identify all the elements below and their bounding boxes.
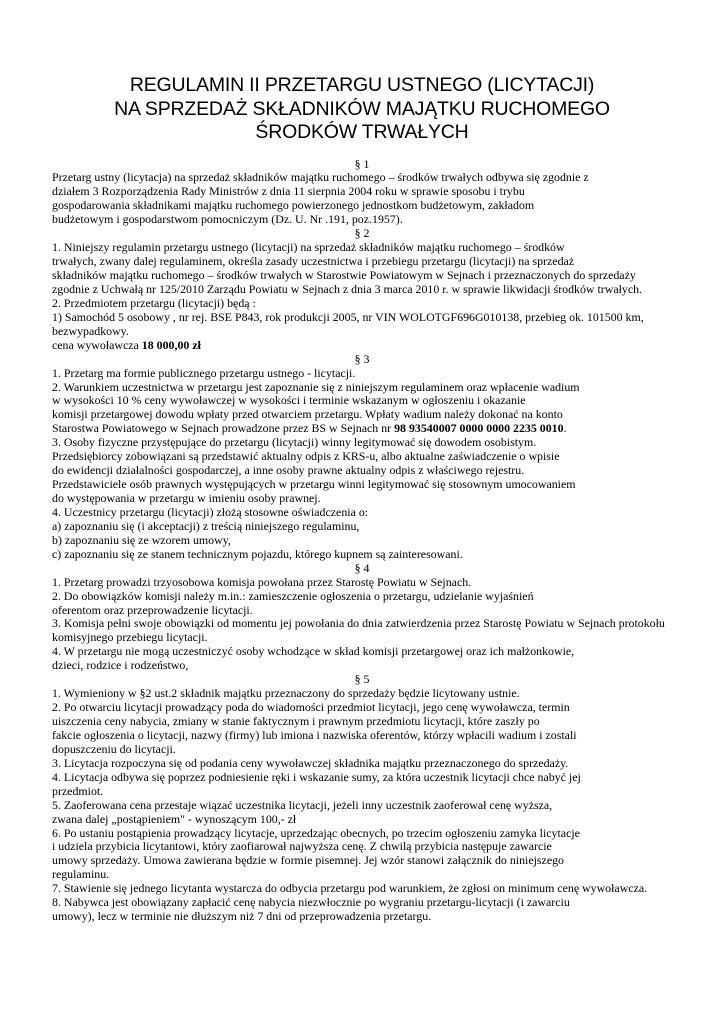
- section-3-line: do występowania w przetargu w imieniu osoby prawnej.: [52, 491, 321, 505]
- section-1-heading: § 1: [354, 156, 370, 171]
- title-line-3: ŚRODKÓW TRWAŁYCH: [255, 121, 469, 143]
- starting-price-label: cena wywoławcza: [52, 337, 142, 352]
- section-5-line: uiszczenia ceny nabycia, zmiany w stanie faktycznym i prawnym przedmiotu licytacji, które zaszły po: [52, 714, 540, 728]
- section-3-heading: § 3: [354, 351, 370, 366]
- section-2-line: 2. Przedmiotem przetargu (licytacji) będą :: [52, 295, 256, 310]
- section-5-line: i udziela przybicia licytantowi, który zaofiarował najwyższa cenę. Z chwilą przybicia następuje zawarcie: [52, 839, 552, 854]
- document-page: [52, 74, 672, 924]
- section-5-line: przedmiot.: [52, 783, 104, 798]
- section-5-line: zwana dalej „postąpieniem" - wynoszącym 100,- zł: [52, 811, 297, 826]
- section-5-line: 7. Stawienie się jednego licytanta wystarcza do odbycia przetargu pod warunkiem, że zgłosi on minimum cenę wywoławcza.: [52, 881, 648, 896]
- section-1-line: Przetarg ustny (licytacja) na sprzedaż składników majątku ruchomego – środków trwałych odbywa się zgodnie z: [52, 170, 589, 185]
- section-4-line: 3. Komisja pełni swoje obowiązki od momentu jej powołania do dnia zatwierdzenia przez Starostę Powiatu w Sejnach protokołu: [52, 616, 665, 631]
- section-5-heading: § 5: [354, 672, 370, 687]
- section-5-line: 5. Zaoferowana cena przestaje wiązać uczestnika licytacji, jeżeli inny uczestnik zaoferował cenę wyższa,: [52, 797, 553, 812]
- section-2-line: 1. Niniejszy regulamin przetargu ustnego (licytacji) na sprzedaż składników majątku ruchomego – środków: [52, 240, 565, 255]
- section-5-line: fakcie ogłoszenia o licytacji, nazwy (firmy) lub imiona i nazwiska oferentów, którzy wpłacili wadium i zostali: [52, 727, 577, 742]
- section-4-line: 1. Przetarg prowadzi trzyosobowa komisja powołana przez Starostę Powiatu w Sejnach.: [52, 574, 472, 589]
- section-3-line: 1. Przetarg ma formie publicznego przetargu ustnego - licytacji.: [52, 365, 356, 380]
- section-5-line: regulaminu.: [52, 867, 110, 882]
- section-4-heading: § 4: [354, 560, 370, 575]
- section-4-line: dzieci, rodzice i rodzeństwo,: [52, 658, 189, 673]
- section-1-line: budżetowym i gospodarstwom pomocniczym (Dz. U. Nr .191, poz.1957).: [52, 212, 403, 227]
- section-5-line: umowy sprzedaży. Umowa zawierana będzie w formie pisemnej. Jej wzór stanowi załącznik do niniejszego: [52, 853, 564, 868]
- title-line-2: NA SPRZEDAŻ SKŁADNIKÓW MAJĄTKU RUCHOMEGO: [114, 97, 610, 120]
- vehicle-description: bezwypadkowy.: [52, 323, 129, 338]
- section-5-line: 3. Licytacja rozpoczyna się od podania ceny wywoławczej składnika majątku przeznaczonego do sprzedaży.: [52, 755, 569, 770]
- section-5-line: 6. Po ustaniu postąpienia prowadzący licytacje, uprzedzając obecnych, po trzecim ogłoszeniu zamyka licytacje: [52, 825, 580, 840]
- title-line-1: REGULAMIN II PRZETARGU USTNEGO (LICYTACJI): [129, 74, 595, 96]
- starting-price-value: 18 000,00 zł: [141, 337, 201, 352]
- section-1-line: działem 3 Rozporządzenia Rady Ministrów z dnia 11 sierpnia 2004 roku w sprawie sposobu i trybu: [52, 184, 525, 199]
- section-3-line: do ewidencji działalności gospodarczej, a inne osoby prawne aktualny odpis z właściwego rejestru.: [52, 463, 525, 478]
- section-3-line: 4. Uczestnicy przetargu (licytacji) złożą stosowne oświadczenia o:: [52, 504, 369, 519]
- section-3-line: c) zapoznaniu się ze stanem technicznym pojazdu, którego kupnem są zainteresowani.: [52, 546, 463, 561]
- section-2-line: zgodnie z Uchwałą nr 125/2010 Zarządu Powiatu w Sejnach z dnia 3 marca 2010 r. w sprawie likwidacji środków trwałych.: [52, 281, 643, 296]
- section-3-line: komisji przetargowej dowodu wpłaty przed otwarciem przetargu. Wpłaty wadium należy dokonać na konto: [52, 407, 563, 422]
- section-5-line: 8. Nabywca jest obowiązany zapłacić cenę nabycia niezwłocznie po wygraniu przetargu-licytacji (i zawarciu: [52, 895, 570, 910]
- section-3-line: w wysokości 10 % ceny wywoławczej w wysokości i terminie wskazanym w ogłoszeniu i okazanie: [52, 393, 526, 408]
- bank-account-number: 98 93540007 0000 0000 2235 0010: [394, 421, 564, 436]
- section-3-line: b) zapoznaniu się ze wzorem umowy,: [52, 532, 231, 547]
- section-5-line: 2. Po otwarciu licytacji prowadzący poda do wiadomości przedmiot licytacji, jego cenę wywoławcza, termin: [52, 700, 570, 715]
- bank-account-suffix: .: [563, 421, 567, 436]
- document-title: [52, 74, 672, 145]
- section-4-line: 2. Do obowiązków komisji należy m.in.: zamieszczenie ogłoszenia o przetargu, udzielanie wyjaśnień: [52, 588, 534, 603]
- document-body: [52, 158, 672, 925]
- section-5-line: dopuszczeniu do licytacji.: [52, 741, 176, 756]
- section-2-line: trwałych, zwany dalej regulaminem, określa zasady uczestnictwa i przebiegu przetargu (licytacji) na sprzedaż: [52, 254, 575, 269]
- section-5-line: 1. Wymieniony w §2 ust.2 składnik majątku przeznaczony do sprzedaży będzie licytowany ustnie.: [52, 686, 520, 701]
- section-3-line: 3. Osoby fizyczne przystępujące do przetargu (licytacji) winny legitymować się dowodem osobistym.: [52, 435, 537, 450]
- section-1-line: gospodarowania składnikami majątku ruchomego powierzonego jednostkom budżetowym, zakładom: [52, 198, 535, 213]
- section-4-line: komisyjnego przebiegu licytacji.: [52, 630, 208, 645]
- section-3-line: Przedstawiciele osób prawnych występujących w przetargu winni legitymować się stosownym umocowaniem: [52, 477, 576, 492]
- section-3-line: a) zapoznaniu się (i akceptacji) z treścią niniejszego regulaminu,: [52, 518, 360, 533]
- section-4-line: oferentom oraz przeprowadzenie licytacji.: [52, 602, 253, 617]
- section-4-line: 4. W przetargu nie mogą uczestniczyć osoby wchodzące w skład komisji przetargowej oraz ich małżonkowie,: [52, 644, 575, 659]
- section-3-line: 2. Warunkiem uczestnictwa w przetargu jest zapoznanie się z niniejszym regulaminem oraz wpłacenie wadium: [52, 379, 580, 394]
- vehicle-description: 1) Samochód 5 osobowy , nr rej. BSE P843, rok produkcji 2005, nr VIN WOLOTGF696G010138, przebieg ok. 101500 km,: [52, 309, 644, 324]
- section-5-line: umowy), lecz w terminie nie dłuższym niż 7 dni od przeprowadzenia przetargu.: [52, 909, 432, 924]
- bank-account-label: Starostwa Powiatowego w Sejnach prowadzone przez BS w Sejnach nr: [52, 421, 395, 436]
- section-2-heading: § 2: [354, 226, 370, 241]
- section-2-line: składników majątku ruchomego – środków trwałych w Starostwie Powiatowym w Sejnach i przeznaczonych do sprzedaży: [52, 268, 636, 282]
- section-3-line: Przedsiębiorcy zobowiązani są przedstawić aktualny odpis z KRS-u, albo aktualne zaświadczenie o wpisie: [52, 449, 560, 464]
- bank-account-line: [52, 422, 672, 436]
- starting-price-line: [52, 339, 672, 353]
- section-5-line: 4. Licytacja odbywa się poprzez podniesienie ręki i wskazanie sumy, za która uczestnik licytacji chce nabyć jej: [52, 769, 581, 784]
